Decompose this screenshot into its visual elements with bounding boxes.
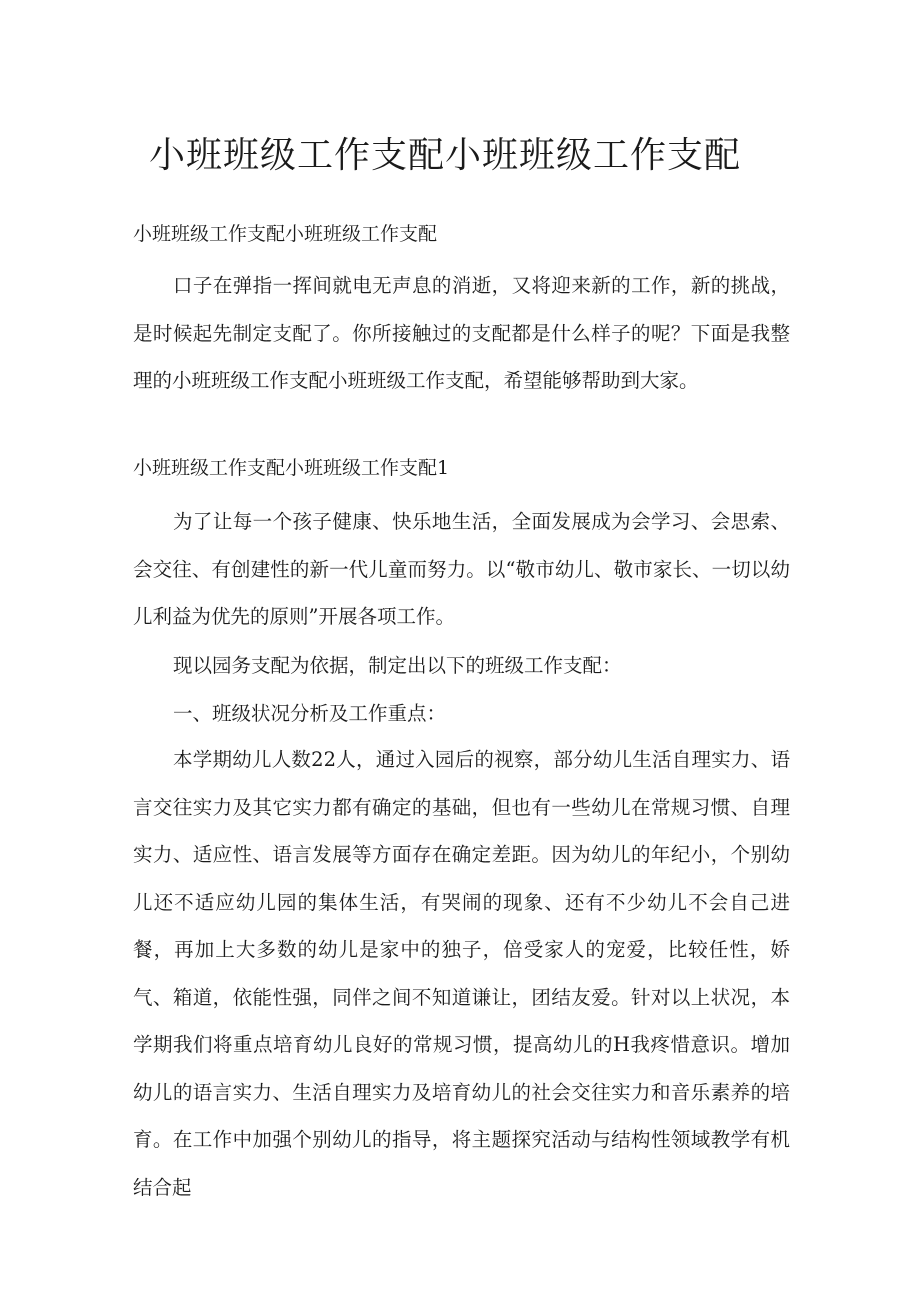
basis-paragraph: 现以园务支配为依据，制定出以下的班级工作支配： — [173, 654, 622, 677]
goal-paragraph: 为了让每一个孩子健康、快乐地生活，全面发展成为会学习、会思索、会交往、有创建性的新一代儿童而努力。以“敬市幼儿、敬市家长、一切以幼儿利益为优先的原则”开展各项工作。 — [133, 510, 790, 628]
intro-paragraph: 口子在弹指一挥间就电无声息的消逝，又将迎来新的工作，新的挑战，是时候起先制定支配了。你所接触过的支配都是什么样子的呢？下面是我整理的小班班级工作支配小班班级工作支配，希望能够帮助到大家。 — [133, 274, 790, 392]
section-one-heading: 一、班级状况分析及工作重点： — [173, 702, 447, 725]
analysis-paragraph: 本学期幼儿人数22人，通过入园后的视察，部分幼儿生活自理实力、语言交往实力及其它实力都有确定的基础，但也有一些幼儿在常规习惯、自理实力、适应性、语言发展等方面存在确定差距。因为幼儿的年纪小，个别幼儿还不适应幼儿园的集体生活，有哭闹的现象、还有不少幼儿不会自己进餐，再加上大多数的幼儿是家中的独子，倍受家人的宠爱，比较任性，娇气、箱道，依能性强，同伴之间不知道谦让，团结友爱。针对以上状况，本学期我们将重点培育幼儿良好的常规习惯，提高幼儿的H我疼惜意识。增加幼儿的语言实力、生活自理实力及培育幼儿的社会交往实力和音乐素养的培育。在工作中加强个别幼儿的指导，将主题探究活动与结构性领域教学有机结合起 — [133, 748, 790, 1199]
document-title: 小班班级工作支配小班班级工作支配 — [148, 135, 741, 176]
document-subtitle: 小班班级工作支配小班班级工作支配 — [133, 223, 438, 245]
section-heading: 小班班级工作支配小班班级工作支配1 — [133, 457, 450, 479]
